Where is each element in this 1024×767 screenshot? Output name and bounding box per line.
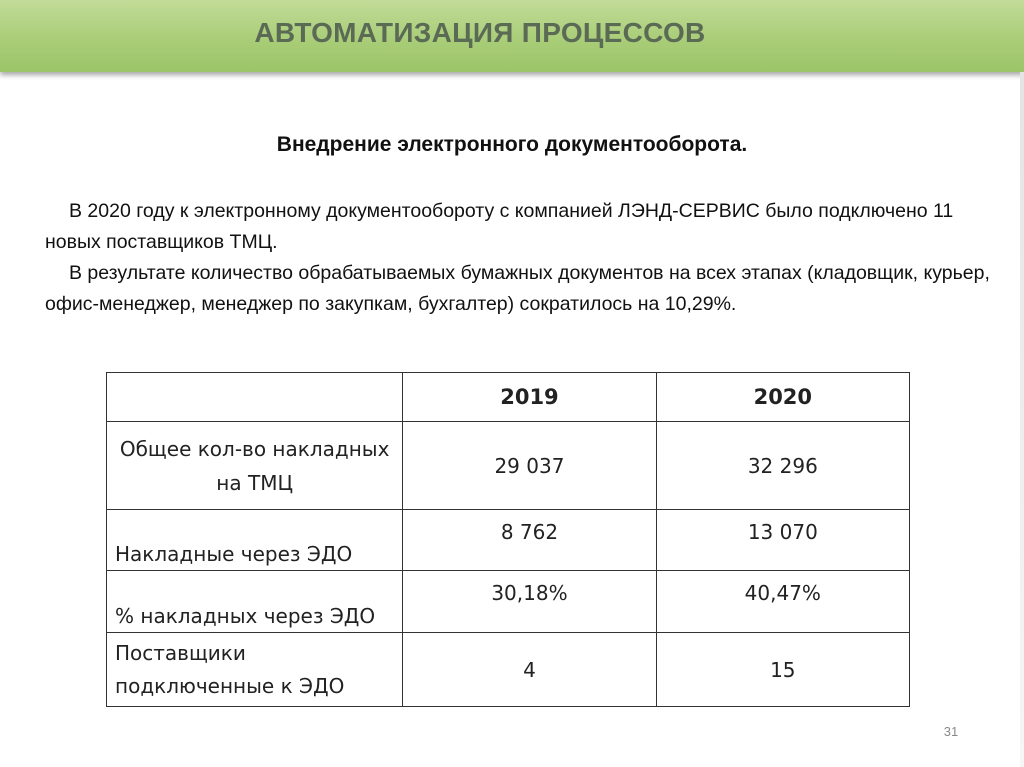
slide-border <box>1020 72 1024 767</box>
table-row <box>107 633 910 707</box>
slide-title: АВТОМАТИЗАЦИЯ ПРОЦЕССОВ <box>254 17 706 48</box>
row-label: Накладные через ЭДО <box>107 510 403 571</box>
value-2020: 32 296 <box>656 422 909 510</box>
value-2020: 13 070 <box>656 510 909 571</box>
table-header-cell: 2019 <box>403 373 656 422</box>
paragraph-suppliers: В 2020 году к электронному документообороту с компанией ЛЭНД-СЕРВИС было подключено 11 новых поставщиков ТМЦ. <box>45 200 954 253</box>
value-2020: 40,47% <box>656 571 909 633</box>
table-row <box>107 510 910 571</box>
table-row <box>107 422 910 510</box>
table-row <box>107 571 910 633</box>
table-header-row <box>107 373 910 422</box>
value-2019: 30,18% <box>403 571 656 633</box>
row-label: % накладных через ЭДО <box>107 571 403 633</box>
statistics-table <box>106 372 910 707</box>
body-text <box>45 196 995 320</box>
value-2019: 4 <box>403 633 656 707</box>
row-label: Общее кол-во накладных на ТМЦ <box>107 422 403 510</box>
value-2020: 15 <box>656 633 909 707</box>
value-2019: 29 037 <box>403 422 656 510</box>
table-header-cell <box>107 373 403 422</box>
table-header-cell: 2020 <box>656 373 909 422</box>
slide-number: 31 <box>943 724 959 739</box>
value-2019: 8 762 <box>403 510 656 571</box>
section-subtitle: Внедрение электронного документооборота. <box>276 133 748 156</box>
row-label: Поставщики подключенные к ЭДО <box>107 633 403 707</box>
paragraph-result: В результате количество обрабатываемых бумажных документов на всех этапах (кладовщик, курьер, офис-менеджер, менеджер по закупкам, бухгалтер) сократилось на 10,29%. <box>45 262 990 315</box>
